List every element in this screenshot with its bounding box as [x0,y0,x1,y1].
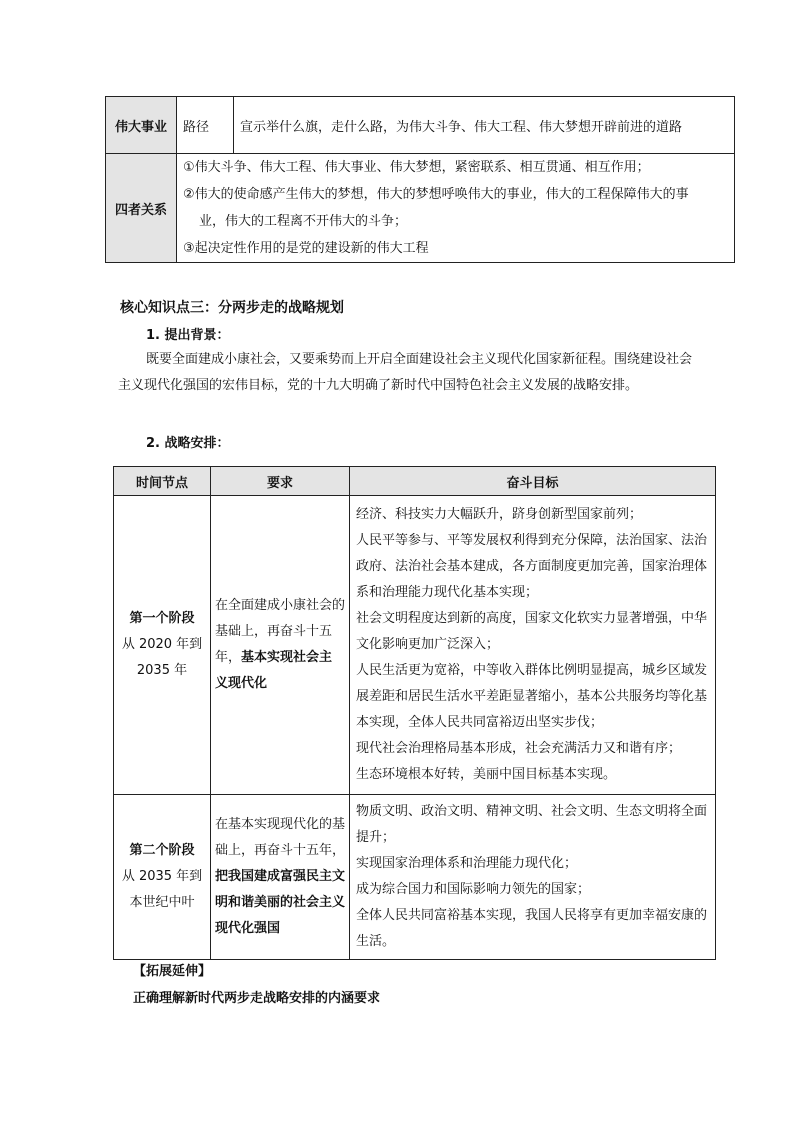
stage-period: 2035 年 [136,663,188,678]
goal-item: 社会文明程度达到新的高度，国家文化软实力显著增强，中华文化影响更加广泛深入； [356,611,708,652]
stage-name: 第二个阶段 [129,843,195,858]
strategy-table [113,466,716,960]
goal-item: 实现国家治理体系和治理能力现代化； [356,856,578,871]
relation-line: ③起决定性作用的是党的建设新的伟大工程 [183,241,429,256]
subheading-background: 1. 提出背景： [146,328,230,343]
column-header: 要求 [211,467,350,496]
summary-table [105,96,735,263]
stage-period: 本世纪中叶 [129,895,195,910]
goals-cell [350,795,716,960]
requirement-text: 在基本实现现代化的基础上，再奋斗十五年， [215,817,346,858]
requirement-emphasis: 基本实现社会主义现代化 [215,650,333,691]
stage-name: 第一个阶段 [129,611,195,626]
row-label: 四者关系 [106,154,177,263]
row-content [177,154,735,263]
requirement-cell [211,496,350,795]
relation-line: ①伟大斗争、伟大工程、伟大事业、伟大梦想，紧密联系、相互贯通、相互作用； [183,160,650,175]
column-header: 时间节点 [114,467,211,496]
row-content: 宣示举什么旗，走什么路，为伟大斗争、伟大工程、伟大梦想开辟前进的道路 [234,97,735,154]
table-row [114,496,716,795]
goal-item: 人民平等参与、平等发展权利得到充分保障，法治国家、法治政府、法治社会基本建成，各方面制度更加完善，国家治理体系和治理能力现代化基本实现； [356,533,708,600]
goal-item: 人民生活更为宽裕，中等收入群体比例明显提高，城乡区域发展差距和居民生活水平差距显著缩小，基本公共服务均等化基本实现，全体人民共同富裕迈出坚实步伐； [356,663,708,730]
goal-item: 生态环境根本好转，美丽中国目标基本实现。 [356,767,617,782]
goal-item: 物质文明、政治文明、精神文明、社会文明、生态文明将全面提升； [356,804,708,845]
row-label: 伟大事业 [106,97,177,154]
extension-title: 【拓展延伸】 [133,964,212,979]
background-paragraph: 既要全面建成小康社会，又要乘势而上开启全面建设社会主义现代化国家新征程。围绕建设社会主义现代化强国的宏伟目标，党的十九大明确了新时代中国特色社会主义发展的战略安排。 [118,352,693,393]
table-row [106,154,735,263]
stage-cell [114,496,211,795]
subheading-arrangement: 2. 战略安排： [146,436,230,451]
goal-item: 现代社会治理格局基本形成，社会充满活力又和谐有序； [356,741,682,756]
table-header-row [114,467,716,496]
goals-cell [350,496,716,795]
stage-period: 从 2020 年到 [121,637,203,652]
section-heading: 核心知识点三：分两步走的战略规划 [120,300,344,316]
goal-item: 成为综合国力和国际影响力领先的国家； [356,882,591,897]
goal-item: 经济、科技实力大幅跃升，跻身创新型国家前列； [356,507,643,522]
extension-subtitle: 正确理解新时代两步走战略安排的内涵要求 [133,991,381,1006]
requirement-text: 在全面建成小康社会的基础上，再奋斗十五年， [215,598,346,665]
stage-period: 从 2035 年到 [121,869,203,884]
column-header: 奋斗目标 [350,467,716,496]
goal-item: 全体人民共同富裕基本实现，我国人民将享有更加幸福安康的生活。 [356,908,708,949]
requirement-cell [211,795,350,960]
requirement-emphasis: 把我国建成富强民主文明和谐美丽的社会主义现代化强国 [215,869,346,936]
stage-cell [114,795,211,960]
relation-line: ②伟大的使命感产生伟大的梦想，伟大的梦想呼唤伟大的事业，伟大的工程保障伟大的事 [183,187,689,202]
row-sub-label: 路径 [177,97,234,154]
relation-line: 业，伟大的工程离不开伟大的斗争； [199,214,408,229]
table-row [114,795,716,960]
table-row [106,97,735,154]
